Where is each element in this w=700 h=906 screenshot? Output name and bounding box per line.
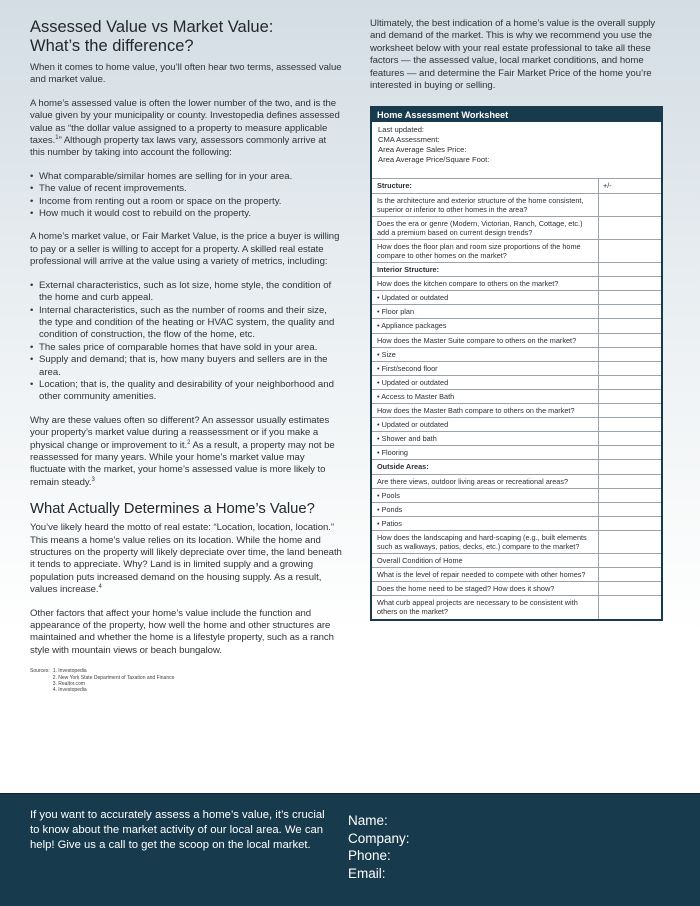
worksheet-row [372, 596, 661, 618]
worksheet-info [372, 122, 661, 179]
source-item: 2. New York State Department of Taxation and Finance [52, 674, 175, 681]
row-score-cell[interactable] [599, 376, 661, 389]
contact-field: Email: [348, 865, 386, 881]
worksheet-intro: Ultimately, the best indication of a home’s value is the overall supply and demand of the market. This is why we recommend you use the worksheet below with your real estate professional to take all these factors — the assessed value, local market conditions, and home features — and determine the Fair Market Price of the home you’re interested in buying or selling. [370, 18, 656, 92]
contact-field: Phone: [348, 848, 391, 863]
row-question: Outside Areas: [372, 460, 599, 473]
footer-callout: If you want to accurately assess a home’s value, it’s crucial to know about the market activity of our local area. We can help! Give us a call to get the scoop on the local market. [30, 809, 325, 851]
row-score-cell[interactable] [599, 503, 661, 516]
row-question: • Shower and bath [372, 432, 599, 445]
row-question: Interior Structure: [372, 263, 599, 276]
row-score-cell[interactable] [599, 418, 661, 431]
assessed-text-a: A home’s assessed value is often the lower number of the two, and is the value given by your municipality or county. Investopedia defines assessed value as “the dollar value assigned to a property to measure applicable taxes. [30, 97, 340, 147]
row-question: • Floor plan [372, 305, 599, 318]
location-text: You’ve likely heard the motto of real estate: “Location, location, location.” This means a home’s value relies on its location. While the home and structures on the property will likely depreciate over time, the land beneath it tends to appreciate. Why? Land is in limited supply and a growing population puts increased demand on the housing supply. As a result, values increase. [30, 522, 342, 596]
right-column [370, 18, 663, 621]
worksheet-row [372, 418, 661, 432]
row-question: How does the landscaping and hard-scaping (e.g., built elements such as walkways, patios, decks, etc.) compare to the market? [372, 531, 599, 553]
worksheet-row [372, 404, 661, 418]
worksheet-row [372, 217, 661, 240]
list-item: • Location; that is, the quality and desirability of your neighborhood and other community amenities. [30, 379, 342, 404]
row-score-cell[interactable] [599, 240, 661, 262]
worksheet-row [372, 291, 661, 305]
source-item: 1. Investopedia [52, 668, 87, 675]
market-metrics-list [30, 280, 342, 404]
contact-fields [348, 812, 410, 882]
worksheet-row [372, 376, 661, 390]
row-question: • Pools [372, 489, 599, 502]
worksheet-row [372, 319, 661, 333]
assessed-factors-list [30, 171, 342, 221]
list-item: • Supply and demand; that is, how many buyers and sellers are in the area. [30, 354, 342, 379]
row-question: • First/second floor [372, 362, 599, 375]
row-question: Does the era or genre (Modern, Victorian, Ranch, Cottage, etc.) add a premium based on current design trends? [372, 217, 599, 239]
row-question: • Patios [372, 517, 599, 530]
row-question: • Updated or outdated [372, 418, 599, 431]
location-paragraph [30, 522, 342, 596]
sources-label: Sources: [30, 668, 50, 675]
row-question: • Appliance packages [372, 319, 599, 332]
row-question: • Size [372, 348, 599, 361]
list-item: • External characteristics, such as lot size, home style, the condition of the home and curb appeal. [30, 280, 342, 305]
contact-field: Company: [348, 830, 410, 846]
row-question: • Ponds [372, 503, 599, 516]
sources-list [53, 668, 175, 694]
worksheet-row [372, 194, 661, 217]
worksheet-row [372, 240, 661, 263]
list-item: • Internal characteristics, such as the number of rooms and their size, the type and condition of the heating or HVAC system, the quality and condition of construction, the flow of the home, etc. [30, 305, 342, 342]
footnote-ref: 1 [55, 134, 59, 141]
list-item: • How much it would cost to rebuild on the property. [30, 208, 342, 220]
row-score-cell[interactable] [599, 446, 661, 459]
row-score-cell[interactable] [599, 334, 661, 347]
footnote-ref: 4 [98, 584, 102, 591]
row-score-cell[interactable] [599, 568, 661, 581]
title-line-2: What’s the difference? [30, 37, 194, 55]
worksheet-rows [372, 179, 661, 618]
row-question: • Flooring [372, 446, 599, 459]
row-score-cell[interactable] [599, 489, 661, 502]
row-score-cell[interactable] [599, 460, 661, 473]
worksheet-section-row [372, 460, 661, 474]
row-question: How does the Master Suite compare to others on the market? [372, 334, 599, 347]
info-line: CMA Assessment: [378, 135, 440, 145]
worksheet-row [372, 362, 661, 376]
difference-paragraph [30, 415, 342, 489]
market-value-paragraph: A home’s market value, or Fair Market Value, is the price a buyer is willing to pay or a seller is willing to accept for a property. A skilled real estate professional will arrive at the value using a variety of metrics, including: [30, 231, 340, 268]
row-score-cell[interactable] [599, 404, 661, 417]
worksheet-row [372, 446, 661, 460]
list-item: • Income from renting out a room or space on the property. [30, 196, 342, 208]
row-score-cell[interactable] [599, 305, 661, 318]
worksheet-section-row [372, 179, 661, 193]
section-heading: What Actually Determines a Home’s Value? [30, 501, 315, 518]
difference-text-a: Why are these values often so different? An assessor usually estimates your property’s market value during a reassessment or if you make a physical change or improvement to it. [30, 414, 330, 451]
info-line: Last updated: [378, 125, 425, 135]
row-score-cell[interactable] [599, 517, 661, 530]
row-score-cell[interactable] [599, 319, 661, 332]
row-question: • Access to Master Bath [372, 390, 599, 403]
worksheet-row [372, 334, 661, 348]
worksheet-section-row [372, 263, 661, 277]
row-score-cell[interactable] [599, 291, 661, 304]
worksheet-row [372, 503, 661, 517]
row-score-cell[interactable]: +/- [603, 181, 612, 191]
info-line: Area Average Sales Price: [378, 144, 467, 154]
row-question: How does the Master Bath compare to others on the market? [372, 404, 599, 417]
row-score-cell[interactable] [599, 432, 661, 445]
row-score-cell[interactable] [599, 554, 661, 567]
row-score-cell[interactable] [599, 531, 661, 553]
row-question: What is the level of repair needed to compete with other homes? [372, 568, 599, 581]
assessed-value-paragraph [30, 98, 342, 160]
row-score-cell[interactable] [599, 263, 661, 276]
row-question: Overall Condition of Home [372, 554, 599, 567]
worksheet-row [372, 554, 661, 568]
worksheet-row [372, 277, 661, 291]
row-score-cell[interactable] [599, 217, 661, 239]
row-question: Is the architecture and exterior structure of the home consistent, superior or inferior to other homes in the area? [372, 194, 599, 216]
row-score-cell[interactable] [599, 582, 661, 595]
row-score-cell[interactable] [599, 390, 661, 403]
worksheet-row [372, 475, 661, 489]
assessed-text-b: ” Although property tax laws vary, assessors commonly arrive at this number by taking into account the following: [30, 135, 327, 159]
home-assessment-worksheet [370, 106, 663, 620]
row-question: How does the kitchen compare to others on the market? [372, 277, 599, 290]
title-line-1: Assessed Value vs Market Value: [30, 18, 274, 36]
worksheet-row [372, 531, 661, 554]
footnote-ref: 2 [187, 439, 191, 446]
row-question: Are there views, outdoor living areas or recreational areas? [372, 475, 599, 488]
page-title [30, 18, 342, 56]
row-score-cell[interactable] [599, 277, 661, 290]
row-question: Does the home need to be staged? How does it show? [372, 582, 599, 595]
row-question: Structure: [372, 179, 599, 192]
contact-field: Name: [348, 813, 388, 828]
row-score-cell[interactable] [599, 596, 661, 618]
sources [30, 668, 342, 694]
worksheet-row [372, 568, 661, 582]
source-item: 3. Realtor.com [52, 681, 85, 688]
worksheet-row [372, 517, 661, 531]
other-factors-paragraph: Other factors that affect your home’s value include the function and appearance of the property, how well the home and other structures are maintained and whether the home is a lifestyle property, such as a ranch style with mountain views or beach bungalow. [30, 607, 334, 656]
difference-text-b: As a result, a property may not be reassessed for many years. While your home’s market value may fluctuate with the market, your home’s assessed value is more likely to remain steady. [30, 439, 335, 488]
list-item: • The value of recent improvements. [30, 183, 342, 195]
row-score-cell[interactable] [599, 362, 661, 375]
info-line: Area Average Price/Square Foot: [378, 154, 490, 164]
list-item: • The sales price of comparable homes that have sold in your area. [30, 342, 342, 354]
worksheet-row [372, 432, 661, 446]
row-question: • Updated or outdated [372, 376, 599, 389]
source-item: 4. Investopedia [52, 687, 87, 694]
row-question: What curb appeal projects are necessary to be consistent with others on the market? [372, 596, 599, 618]
row-question: How does the floor plan and room size proportions of the home compare to other homes on the market? [372, 240, 599, 262]
left-column [30, 18, 342, 694]
list-item: • What comparable/similar homes are selling for in your area. [30, 171, 342, 183]
footer-banner [0, 793, 700, 906]
row-score-cell[interactable] [599, 475, 661, 488]
worksheet-row [372, 582, 661, 596]
footnote-ref: 3 [91, 476, 95, 483]
row-question: • Updated or outdated [372, 291, 599, 304]
worksheet-row [372, 390, 661, 404]
worksheet-row [372, 348, 661, 362]
row-score-cell[interactable] [599, 194, 661, 216]
worksheet-row [372, 489, 661, 503]
intro-paragraph: When it comes to home value, you’ll often hear two terms, assessed value and market value. [30, 62, 342, 86]
worksheet-row [372, 305, 661, 319]
row-score-cell[interactable] [599, 348, 661, 361]
worksheet-title: Home Assessment Worksheet [372, 108, 661, 122]
